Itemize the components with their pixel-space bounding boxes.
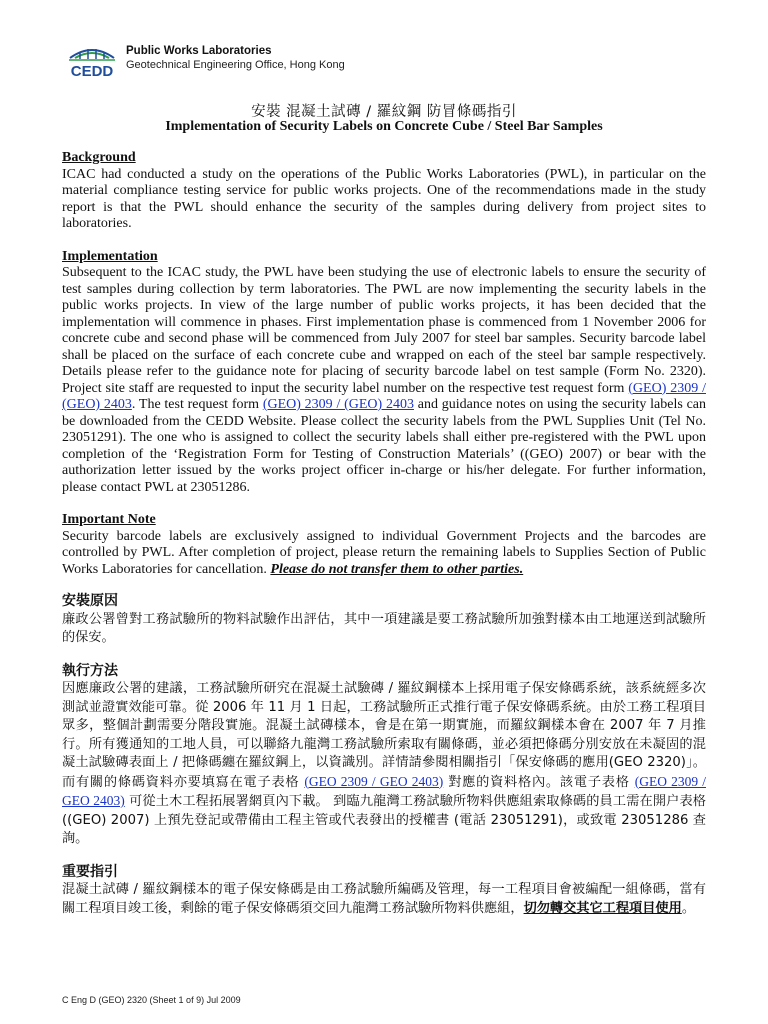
zh-important-heading: 重要指引 xyxy=(62,863,118,880)
implementation-heading: Implementation xyxy=(62,248,158,264)
form-link-1[interactable]: (GEO) 2309 / (GEO) 2403 xyxy=(62,380,706,412)
document-body xyxy=(62,150,706,918)
zh-implementation-text: 因應廉政公署的建議，工務試驗所研究在混凝土試驗磚 / 羅紋鋼樣本上採用電子保安條碼系統，該系統經多次測試並證實效能可靠。從 2006 年 11 月 1 日起，工務試驗所正式推行電子保安條碼系統。由於工務工程項目眾多，整個計劃需要分階段實施。混凝土試磚樣本，會是在第一期實施，而羅紋鋼樣本會在 2007 年 7 月推行。所有獲通知的工地人員，可以聯絡九龍灣工務試驗所索取有關條碼，並必須把條碼分別安放在未凝固的混凝土試驗磚表面上 / 把條碼纏在羅紋鋼上，以資識別。詳情請參閱相關指引「保安條碼的應用(GEO 2320)」。而有關的條碼資料亦要填寫在電子表格 (GEO 2309 / GEO 2403) 對應的資料格內。該電子表格 (GEO 2309 / GEO 2403) 可從土木工程拓展署網頁內下載。 到臨九龍灣工務試驗所物料供應組索取條碼的員工需在開户表格 ((GEO) 2007) 上預先登記或帶備由工程主管或代表發出的授權書 (電話 23051291)，或致電 23051286 查詢。 xyxy=(62,681,706,846)
page-footer: C Eng D (GEO) 2320 (Sheet 1 of 9) Jul 2009 xyxy=(62,995,241,1005)
background-heading: Background xyxy=(62,150,136,165)
important-note-heading: Important Note xyxy=(62,512,156,527)
background-text: ICAC had conducted a study on the operations of the Public Works Laboratories (PWL), in particular on the material compliance testing service for public works projects. One of the recommendations made in the study report is that the PWL should enhance the security of the samples during delivery from project sites to laboratories. xyxy=(62,166,706,231)
logo-text: CEDD xyxy=(70,63,114,80)
zh-background-text: 廉政公署曾對工務試驗所的物料試驗作出評估，其中一項建議是要工務試驗所加強對樣本由工地運送到試驗所的保安。 xyxy=(62,611,706,645)
zh-form-link-2[interactable]: (GEO 2309 / GEO 2403) xyxy=(62,773,706,808)
important-note-text: Security barcode labels are exclusively assigned to individual Government Projects and the barcodes are controlled by PWL. After completion of project, please return the remaining labels to Supplies Section of Public Works Laboratories for cancellation. Please do not transfer them to other parties. xyxy=(62,528,706,577)
zh-implementation-heading: 執行方法 xyxy=(62,662,118,679)
letterhead xyxy=(66,40,706,82)
zh-important-warning: 切勿轉交其它工程項目使用 xyxy=(523,900,682,916)
org-name: Public Works Laboratories xyxy=(126,45,272,57)
office-name: Geotechnical Engineering Office, Hong Kong xyxy=(126,59,345,71)
implementation-text: Subsequent to the ICAC study, the PWL have been studying the use of electronic labels to ensure the security of test samples during collection by term laboratories. The PWL are now implementing the security labels in the public works projects. In view of the large number of public works projects, it has been decided that the implementation will commence in phases. First implementation phase is commenced from 1 November 2006 for concrete cube and second phase will be commenced from July 2007 for steel bar samples. Security barcode label shall be placed on the surface of each concrete cube and wrapped on each of the steel bar sample respectively. Details please refer to the guidance note for placing of security barcode label on test sample (Form No. 2320). Project site staff are requested to input the security label number on the respective test request form (GEO) 2309 / (GEO) 2403. The test request form (GEO) 2309 / (GEO) 2403 and guidance notes on using the security labels can be downloaded from the CEDD Website. Please collect the security labels from the PWL Supplies Unit (Tel No. 23051291). The one who is assigned to collect the security labels shall either pre-registered with the PWL upon completion of the ‘Registration Form for Testing of Construction Materials’ ((GEO) 2007) or bear with the authorization letter issued by the works project officer in-charge or his/her delegate. For further information, please contact PWL at 23051286. xyxy=(62,265,706,495)
zh-background-heading: 安裝原因 xyxy=(62,593,118,609)
zh-form-link-1[interactable]: (GEO 2309 / GEO 2403) xyxy=(304,773,444,789)
title-chinese: 安裝 混凝土試磚 / 羅紋鋼 防冒條碼指引 xyxy=(251,104,517,120)
form-link-2[interactable]: (GEO) 2309 / (GEO) 2403 xyxy=(262,397,414,412)
cedd-logo xyxy=(66,40,118,80)
important-warning: Please do not transfer them to other parties. xyxy=(270,561,524,577)
title-english: Implementation of Security Labels on Concrete Cube / Steel Bar Samples xyxy=(165,119,603,134)
zh-important-text: 混凝土試磚 / 羅紋鋼樣本的電子保安條碼是由工務試驗所編碼及管理，每一工程項目會被編配一組條碼，當有關工程項目竣工後，剩餘的電子保安條碼須交回九龍灣工務試驗所物料供應組，切勿轉交其它工程項目使用。 xyxy=(62,882,706,916)
